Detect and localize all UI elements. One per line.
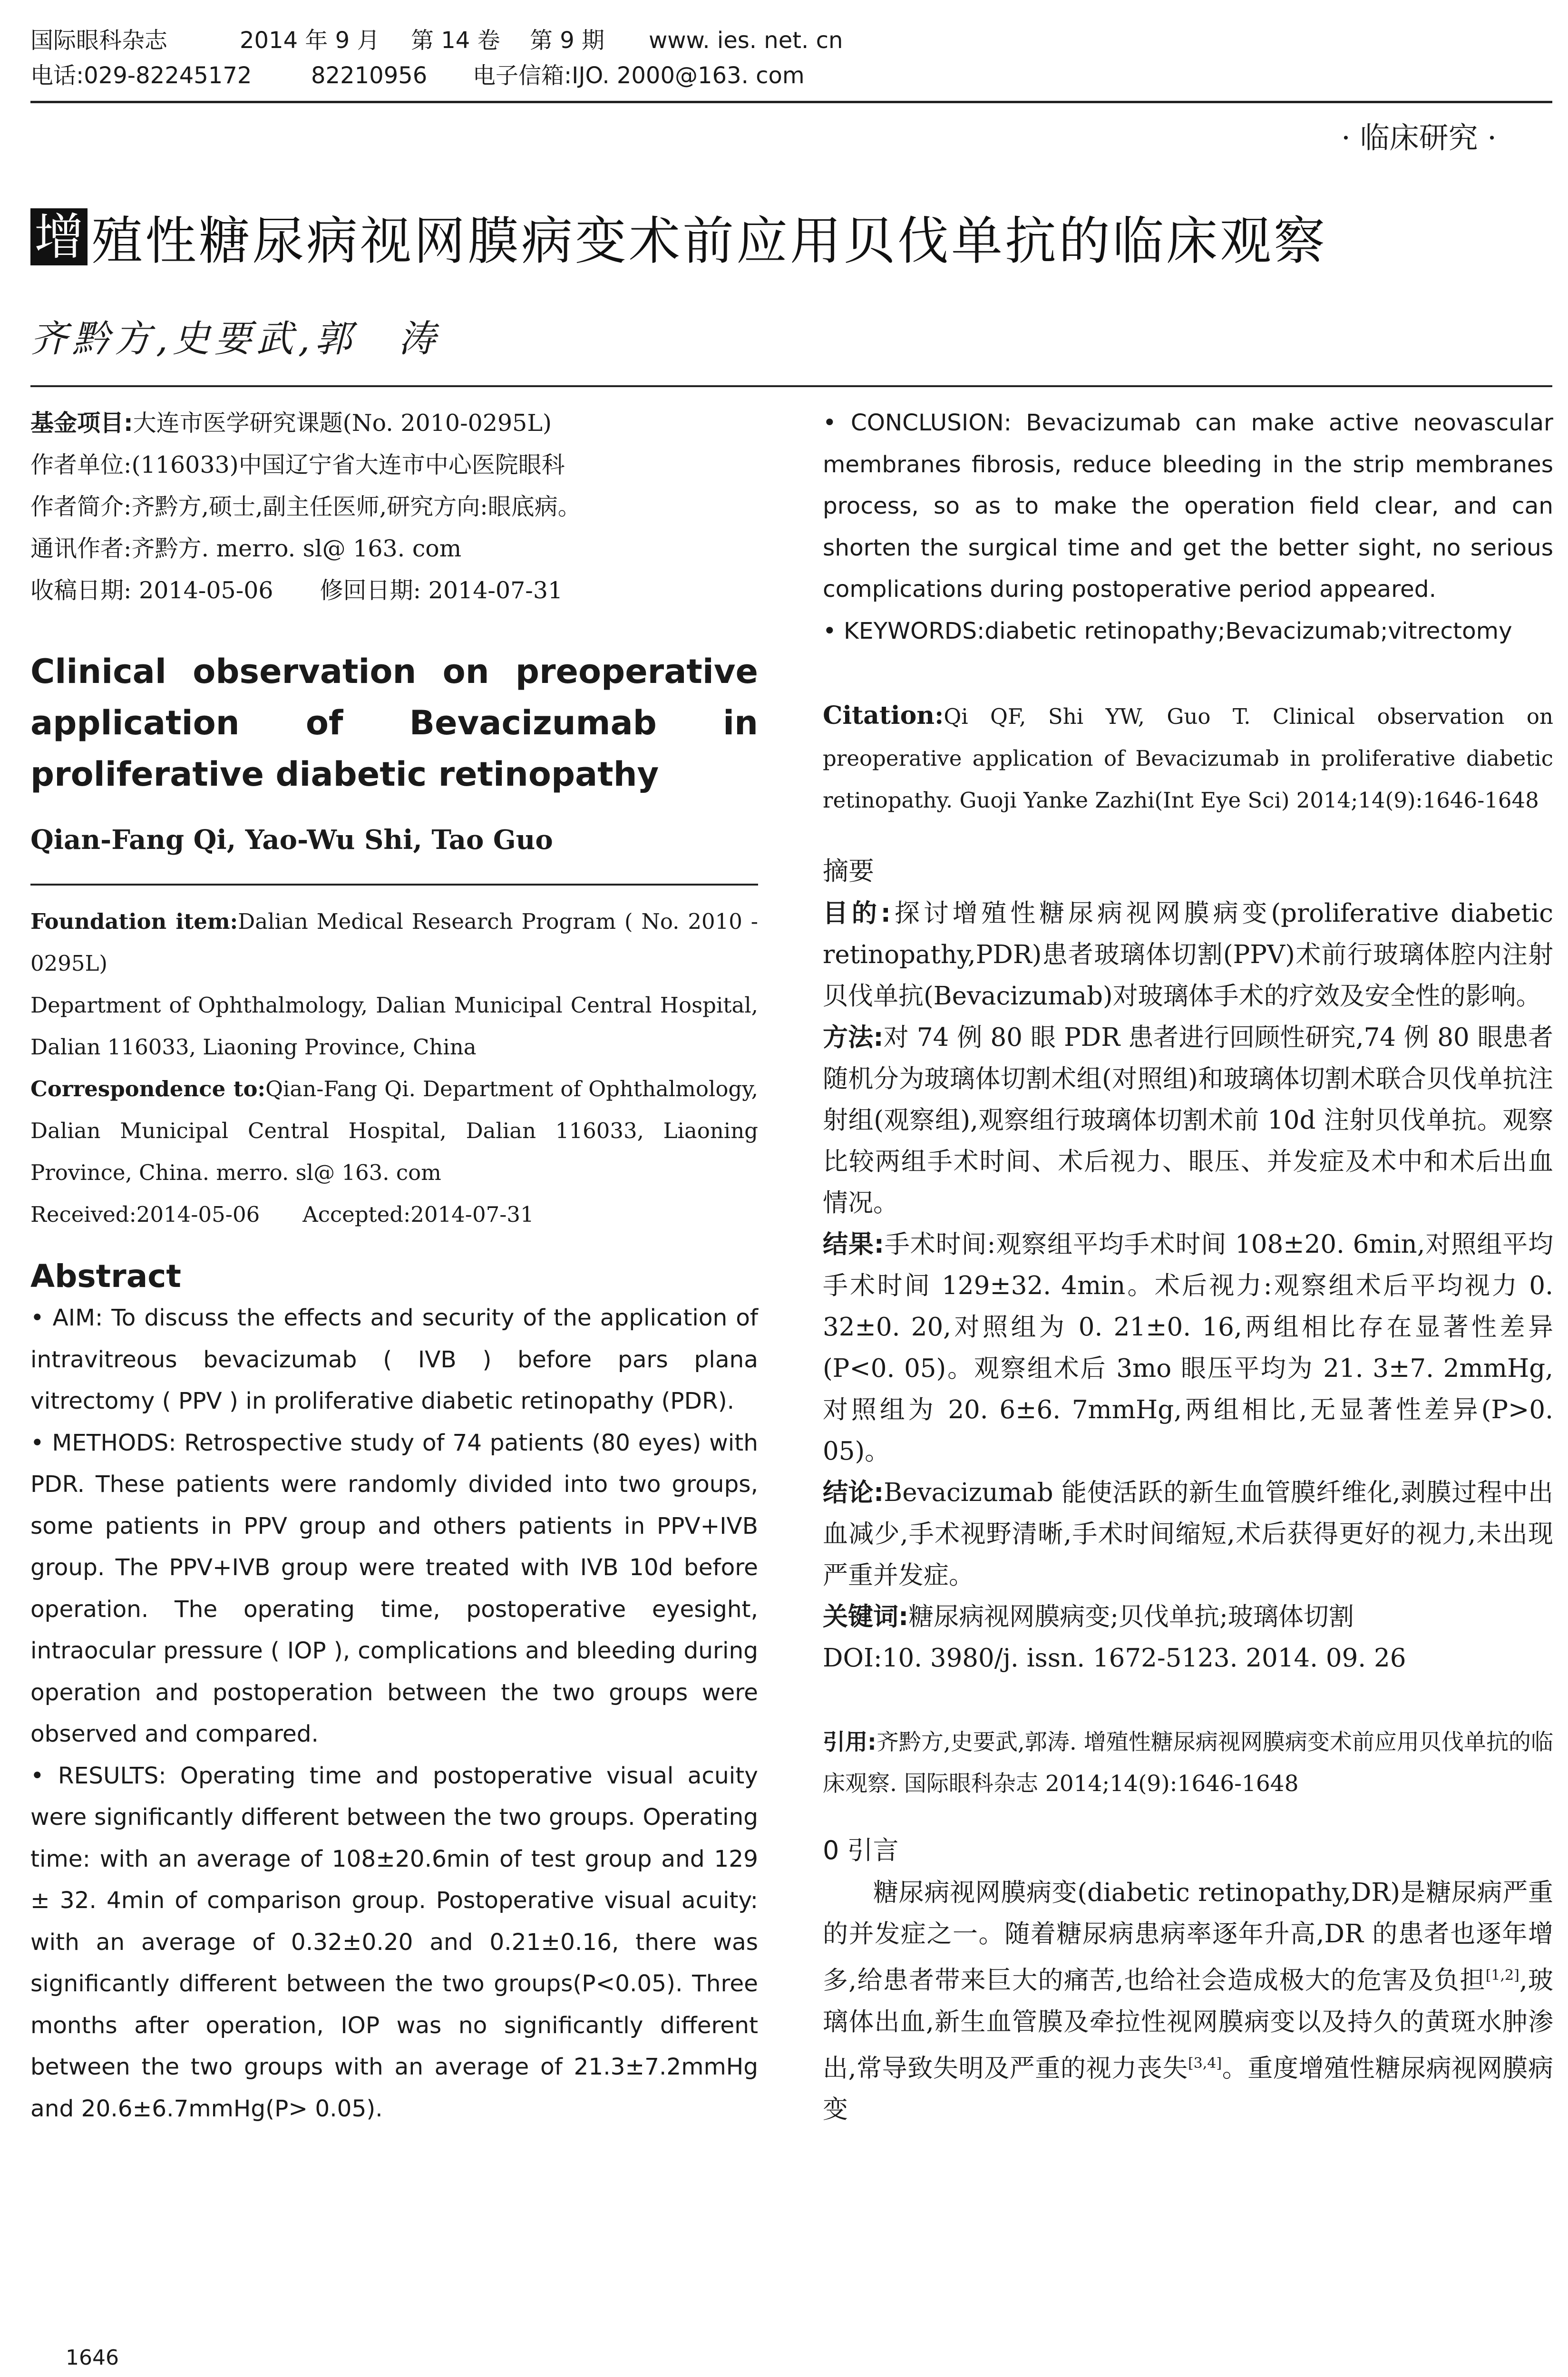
intro-paragraph: 糖尿病视网膜病变(diabetic retinopathy,DR)是糖尿病严重的并发症之一。随着糖尿病患病率逐年升高,DR 的患者也逐年增多,给患者带来巨大的痛苦,也给社会造成极大的危害及负担[1,2],玻璃体出血,新生血管膜及牵拉性视网膜病变以及持久的黄斑水肿渗出,常导致失明及严重的视力丧失[3,4]。重度增殖性糖尿病视网膜病变 bbox=[823, 1878, 1553, 2124]
email: 电子信箱:IJO. 2000@163. com bbox=[473, 62, 805, 89]
issue-number: 第 9 期 bbox=[530, 27, 605, 54]
cn-keywords: 关键词:糖尿病视网膜病变;贝伐单抗;玻璃体切割 bbox=[823, 1602, 1354, 1631]
english-title: Clinical observation on preoperative application of Bevacizumab in proliferative diabetic retinopathy bbox=[30, 652, 758, 794]
abstract-results: • RESULTS: Operating time and postoperative visual acuity were significantly different between the two groups. Operating time: with an average of 108±20.6min of test group and 129 ± 32. 4min of comparison group. Postoperative visual acuity: with an average of 0.32±0.20 and 0.21±0.16, there was significantly different between the two groups(P<0.05). Three months after operation, IOP was no significantly different between the two groups with an average of 21.3±7.2mmHg and 20.6±6.7mmHg(P> 0.05). bbox=[30, 1762, 758, 2122]
right-column bbox=[823, 402, 1553, 2130]
cn-abstract-heading: 摘要 bbox=[823, 856, 874, 886]
received-dates: Received:2014-05-06 Accepted:2014-07-31 bbox=[30, 1202, 534, 1227]
title-text: 殖性糖尿病视网膜病变术前应用贝伐单抗的临床观察 bbox=[91, 212, 1328, 271]
cn-aim: 目的:探讨增殖性糖尿病视网膜病变(proliferative diabetic retinopathy,PDR)患者玻璃体切割(PPV)术前行玻璃体腔内注射贝伐单抗(Bevacizumab)对玻璃体手术的疗效及安全性的影响。 bbox=[823, 899, 1553, 1011]
phone-2: 82210956 bbox=[311, 62, 428, 89]
left-column bbox=[30, 402, 758, 2130]
page-number: 1646 bbox=[66, 2346, 119, 2370]
ref-1-2: [1,2] bbox=[1485, 1967, 1519, 1984]
cn-citation: 引用:齐黔方,史要武,郭涛. 增殖性糖尿病视网膜病变术前应用贝伐单抗的临床观察. 国际眼科杂志 2014;14(9):1646-1648 bbox=[823, 1729, 1553, 1797]
journal-name: 国际眼科杂志 bbox=[30, 27, 168, 54]
page-header bbox=[30, 23, 1552, 93]
meta-bio: 作者简介:齐黔方,硕士,副主任医师,研究方向:眼底病。 bbox=[30, 493, 581, 520]
abstract-methods: • METHODS: Retrospective study of 74 patients (80 eyes) with PDR. These patients were randomly divided into two groups, some patients in PPV group and others patients in PPV+IVB group. The PPV+IVB group were treated with IVB 10d before operation. The operating time, postoperative eyesight, intraocular pressure ( IOP ), complications and bleeding during operation and postoperation between the two groups were observed and compared. bbox=[30, 1429, 758, 1747]
english-authors: Qian-Fang Qi, Yao-Wu Shi, Tao Guo bbox=[30, 824, 553, 856]
doi: DOI:10. 3980/j. issn. 1672-5123. 2014. 09. 26 bbox=[823, 1644, 1406, 1673]
section-tag: · 临床研究 · bbox=[1341, 120, 1497, 155]
intro-heading: 0 引言 bbox=[823, 1835, 899, 1865]
cn-results: 结果:手术时间:观察组平均手术时间 108±20. 6min,对照组平均手术时间 129±32. 4min。术后视力:观察组术后平均视力 0. 32±0. 20,对照组为 0. 21±0. 16,两组相比存在显著性差异(P<0. 05)。观察组术后 3mo 眼压平均为 21. 3±7. 2mmHg,对照组为 20. 6±6. 7mmHg,两组相比,无显著性差异(P>0. 05)。 bbox=[823, 1230, 1553, 1466]
authors-cn: 齐黔方,史要武,郭 涛 bbox=[30, 318, 440, 360]
article-title bbox=[30, 200, 1327, 273]
abstract-conclusion: • CONCLUSION: Bevacizumab can make active neovascular membranes fibrosis, reduce bleeding in the strip membranes process, so as to make the operation field clear, and can shorten the surgical time and get the better sight, no serious complications during postoperative period appeared. bbox=[823, 409, 1553, 603]
header-line-1 bbox=[30, 23, 1552, 58]
ref-3-4: [3,4] bbox=[1188, 2055, 1222, 2072]
title-initial: 增 bbox=[30, 208, 88, 265]
issue-date: 2014 年 9 月 bbox=[240, 27, 380, 54]
meta-foundation: 基金项目:大连市医学研究课题(No. 2010-0295L) bbox=[30, 409, 552, 437]
correspondence: Correspondence to:Qian-Fang Qi. Department of Ophthalmology, Dalian Municipal Central Hospital, Dalian 116033, Liaoning Province, China. merro. sl@ 163. com bbox=[30, 1076, 758, 1185]
department: Department of Ophthalmology, Dalian Municipal Central Hospital, Dalian 116033, Liaoning Province, China bbox=[30, 993, 758, 1060]
header-line-2 bbox=[30, 58, 1552, 93]
header-rule bbox=[30, 101, 1552, 103]
cn-conclusion: 结论:Bevacizumab 能使活跃的新生血管膜纤维化,剥膜过程中出血减少,手术视野清晰,手术时间缩短,术后获得更好的视力,未出现严重并发症。 bbox=[823, 1478, 1553, 1590]
meta-correspondence: 通讯作者:齐黔方. merro. sl@ 163. com bbox=[30, 535, 462, 562]
abstract-aim: • AIM: To discuss the effects and security of the application of intravitreous bevacizumab ( IVB ) before pars plana vitrectomy ( PPV ) in proliferative diabetic retinopathy (PDR). bbox=[30, 1305, 758, 1414]
abstract-heading: Abstract bbox=[30, 1258, 181, 1295]
website: www. ies. net. cn bbox=[649, 27, 843, 54]
volume: 第 14 卷 bbox=[411, 27, 500, 54]
left-divider bbox=[30, 884, 758, 886]
cn-methods: 方法:对 74 例 80 眼 PDR 患者进行回顾性研究,74 例 80 眼患者随机分为玻璃体切割术组(对照组)和玻璃体切割术联合贝伐单抗注射组(观察组),观察组行玻璃体切割术前 10d 注射贝伐单抗。观察比较两组手术时间、术后视力、眼压、并发症及术中和术后出血情况。 bbox=[823, 1023, 1553, 1218]
meta-affiliation: 作者单位:(116033)中国辽宁省大连市中心医院眼科 bbox=[30, 451, 565, 478]
phone: 电话:029-82245172 bbox=[30, 62, 252, 89]
citation: Citation:Qi QF, Shi YW, Guo T. Clinical observation on preoperative application of Bevacizumab in proliferative diabetic retinopathy. Guoji Yanke Zazhi(Int Eye Sci) 2014;14(9):1646-1648 bbox=[823, 701, 1553, 813]
abstract-keywords: • KEYWORDS:diabetic retinopathy;Bevacizumab;vitrectomy bbox=[823, 617, 1512, 644]
foundation-item: Foundation item:Dalian Medical Research Program ( No. 2010 - 0295L) bbox=[30, 909, 758, 976]
meta-dates: 收稿日期: 2014-05-06 修回日期: 2014-07-31 bbox=[30, 577, 563, 604]
title-rule bbox=[30, 385, 1552, 387]
